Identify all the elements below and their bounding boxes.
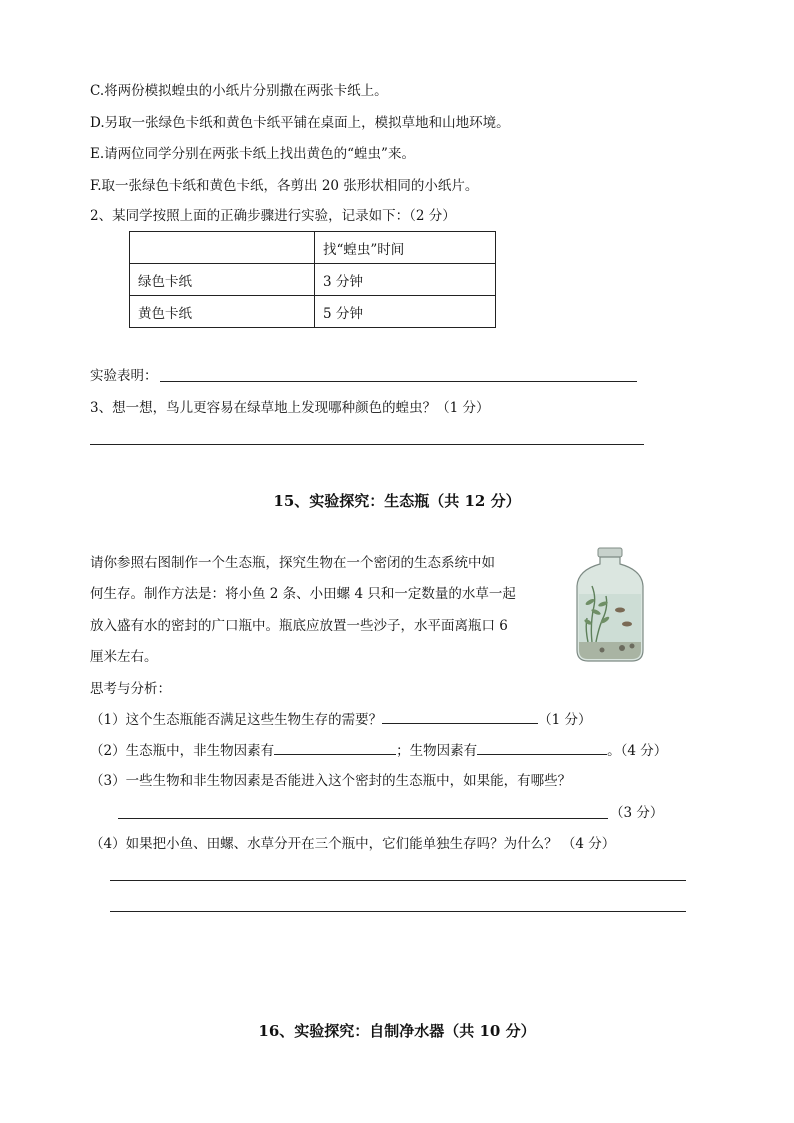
- record-table: [129, 231, 496, 328]
- question-3: 3、想一想，鸟儿更容易在绿草地上发现哪种颜色的蝗虫？（1 分）: [90, 400, 490, 416]
- section-15-question-1: [90, 709, 591, 730]
- conclusion-label: 实验表明：: [90, 368, 158, 384]
- table-row: [130, 264, 496, 296]
- step-c: C.将两份模拟蝗虫的小纸片分别撒在两张卡纸上。: [90, 83, 388, 99]
- question-2-part-2: ；生物因素有: [396, 743, 478, 759]
- nonliving-factors-blank[interactable]: [274, 740, 396, 755]
- step-f: F.取一张绿色卡纸和黄色卡纸，各剪出 20 张形状相同的小纸片。: [90, 178, 479, 194]
- table-header-cell: 找“蝗虫”时间: [315, 232, 496, 264]
- question-1-score: （1 分）: [538, 712, 592, 728]
- question-1-answer-blank[interactable]: [382, 709, 538, 724]
- section-15-question-2: [90, 740, 667, 761]
- question-2-part-3: 。（4 分）: [607, 743, 668, 759]
- section-15-question-4: （4）如果把小鱼、田螺、水草分开在三个瓶中，它们能单独生存吗？为什么？ （4 分）: [90, 836, 616, 852]
- table-cell: 5 分钟: [315, 296, 496, 328]
- table-cell: 3 分钟: [315, 264, 496, 296]
- table-cell: 黄色卡纸: [130, 296, 315, 328]
- question-4-answer-line-2[interactable]: [110, 911, 686, 912]
- step-e: E.请两位同学分别在两张卡纸上找出黄色的“蝗虫”来。: [90, 146, 415, 162]
- question-3-answer-line[interactable]: [90, 444, 644, 445]
- section-15-question-3: （3）一些生物和非生物因素是否能进入这个密封的生态瓶中，如果能，有哪些？: [90, 773, 572, 789]
- section-15-intro-line: 请你参照右图制作一个生态瓶，探究生物在一个密闭的生态系统中如: [90, 555, 495, 571]
- step-d: D.另取一张绿色卡纸和黄色卡纸平铺在桌面上，模拟草地和山地环境。: [90, 115, 510, 131]
- section-15-intro-line: 放入盛有水的密封的广口瓶中。瓶底应放置一些沙子，水平面离瓶口 6: [90, 618, 508, 634]
- question-1-text: （1）这个生态瓶能否满足这些生物生存的需要？: [90, 712, 383, 728]
- conclusion-answer-line[interactable]: [160, 381, 637, 382]
- question-4-answer-line-1[interactable]: [110, 880, 686, 881]
- section-16-title: 16、实验探究：自制净水器（共 10 分）: [258, 1022, 536, 1040]
- question-3-answer-line[interactable]: [118, 818, 608, 819]
- section-15-intro-line: 何生存。制作方法是：将小鱼 2 条、小田螺 4 只和一定数量的水草一起: [90, 586, 516, 602]
- table-header-cell: [130, 232, 315, 264]
- question-2: 2、某同学按照上面的正确步骤进行实验，记录如下：（2 分）: [90, 208, 456, 224]
- ecosystem-jar-illustration: [572, 546, 648, 664]
- table-cell: 绿色卡纸: [130, 264, 315, 296]
- analysis-label: 思考与分析：: [90, 681, 171, 697]
- section-15-title: 15、实验探究：生态瓶（共 12 分）: [273, 492, 521, 510]
- question-3-score: （3 分）: [610, 805, 664, 821]
- section-15-intro-line: 厘米左右。: [90, 649, 158, 665]
- question-2-part-1: （2）生态瓶中，非生物因素有: [90, 743, 275, 759]
- table-header-row: [130, 232, 496, 264]
- table-row: [130, 296, 496, 328]
- living-factors-blank[interactable]: [477, 740, 607, 755]
